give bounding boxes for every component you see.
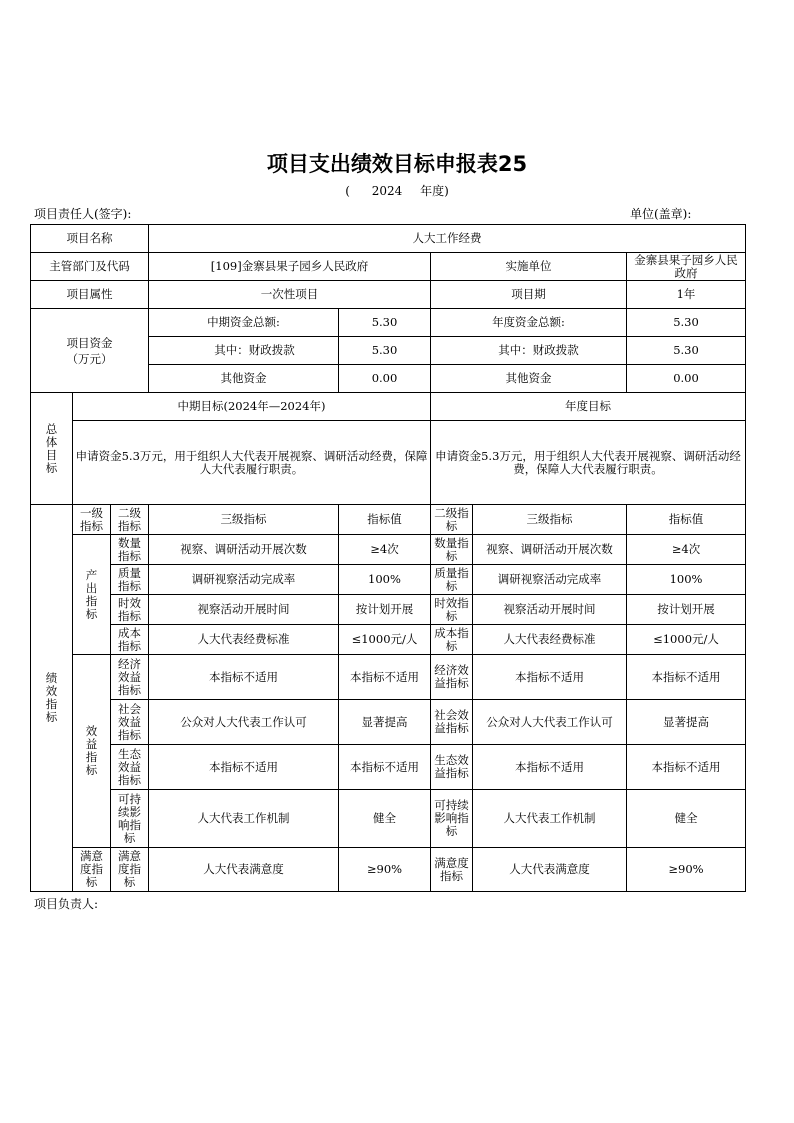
level3-cell: 人大代表经费标准 [149,625,339,655]
mid-other-value: 0.00 [339,365,431,393]
year-total-value: 5.30 [627,309,746,337]
mid-goal-text: 申请资金5.3万元，用于组织人大代表开展视察、调研活动经费，保障人大代表履行职责。 [73,421,431,505]
table-row [31,790,746,848]
year-goal-header: 年度目标 [431,393,746,421]
level3-cell-right: 人大代表经费标准 [473,625,627,655]
level3-cell: 视察活动开展时间 [149,595,339,625]
table-row [31,625,746,655]
project-name-label: 项目名称 [31,225,149,253]
project-leader-label: 项目负责人: [34,897,99,911]
level3-cell-right: 本指标不适用 [473,745,627,790]
level2-cell: 质量指标 [111,565,149,595]
level2-cell: 生态效益指标 [111,745,149,790]
project-attribute-label: 项目属性 [31,281,149,309]
level2-cell: 成本指标 [111,625,149,655]
mid-goal-header: 中期目标(2024年—2024年) [73,393,431,421]
year-open-paren: ( [345,184,350,198]
level3-header-right: 三级指标 [473,505,627,535]
level2-cell-right: 社会效益指标 [431,700,473,745]
project-period-label: 项目期 [431,281,627,309]
value-cell-right: 健全 [627,790,746,848]
performance-indicator-label: 绩效指标 [31,505,73,892]
level2-cell-right: 成本指标 [431,625,473,655]
attribute-row [31,281,746,309]
value-cell: 按计划开展 [339,595,431,625]
unit-seal-label: 单位(盖章): [630,207,692,221]
table-row [31,565,746,595]
level3-cell: 本指标不适用 [149,655,339,700]
value-cell-right: 本指标不适用 [627,655,746,700]
level2-header: 二级指标 [111,505,149,535]
mid-fiscal-label: 其中：财政拨款 [149,337,339,365]
year-value: 2024 [371,184,403,198]
level1-header: 一级指标 [73,505,111,535]
mid-fiscal-value: 5.30 [339,337,431,365]
value-cell: 显著提高 [339,700,431,745]
value-header-right: 指标值 [627,505,746,535]
value-cell: 100% [339,565,431,595]
level3-cell-right: 视察活动开展时间 [473,595,627,625]
value-cell-right: ≥90% [627,848,746,892]
project-funds-label: 项目资金（万元） [31,309,149,393]
implementing-unit-label: 实施单位 [431,253,627,281]
project-period-value: 1年 [627,281,746,309]
year-total-label: 年度资金总额: [431,309,627,337]
level3-cell: 视察、调研活动开展次数 [149,535,339,565]
level3-header: 三级指标 [149,505,339,535]
level2-cell: 满意度指标 [111,848,149,892]
department-label: 主管部门及代码 [31,253,149,281]
value-cell: 健全 [339,790,431,848]
value-cell-right: 按计划开展 [627,595,746,625]
level2-cell-right: 经济效益指标 [431,655,473,700]
funds-total-row [31,309,746,337]
level2-cell: 经济效益指标 [111,655,149,700]
project-name-row [31,225,746,253]
level2-cell-right: 时效指标 [431,595,473,625]
year-fiscal-value: 5.30 [627,337,746,365]
level3-cell-right: 公众对人大代表工作认可 [473,700,627,745]
table-row [31,535,746,565]
level3-cell-right: 调研视察活动完成率 [473,565,627,595]
table-row [31,700,746,745]
level3-cell: 调研视察活动完成率 [149,565,339,595]
level2-cell-right: 生态效益指标 [431,745,473,790]
year-fiscal-label: 其中：财政拨款 [431,337,627,365]
value-cell: 本指标不适用 [339,655,431,700]
satisfaction-indicator-label: 满意度指标 [73,848,111,892]
level2-cell: 社会效益指标 [111,700,149,745]
performance-goal-table [30,224,746,892]
indicator-header-row [31,505,746,535]
value-cell: ≥4次 [339,535,431,565]
level3-cell-right: 视察、调研活动开展次数 [473,535,627,565]
benefit-indicator-label: 效益指标 [73,655,111,848]
value-cell-right: ≤1000元/人 [627,625,746,655]
level3-cell: 公众对人大代表工作认可 [149,700,339,745]
department-row [31,253,746,281]
year-other-value: 0.00 [627,365,746,393]
table-row [31,595,746,625]
level2-cell: 时效指标 [111,595,149,625]
value-cell: 本指标不适用 [339,745,431,790]
project-name: 人大工作经费 [149,225,746,253]
value-cell: ≥90% [339,848,431,892]
responsible-signature-label: 项目责任人(签字): [34,207,132,221]
value-header: 指标值 [339,505,431,535]
level2-header-right: 二级指标 [431,505,473,535]
level3-cell: 人大代表工作机制 [149,790,339,848]
value-cell-right: 100% [627,565,746,595]
value-cell: ≤1000元/人 [339,625,431,655]
table-row [31,848,746,892]
table-row [31,745,746,790]
value-cell-right: 本指标不适用 [627,745,746,790]
project-attribute-value: 一次性项目 [149,281,431,309]
table-row [31,655,746,700]
level3-cell-right: 人大代表满意度 [473,848,627,892]
value-cell-right: 显著提高 [627,700,746,745]
level3-cell-right: 人大代表工作机制 [473,790,627,848]
level2-cell-right: 质量指标 [431,565,473,595]
page-title: 项目支出绩效目标申报表25 [266,152,528,176]
level3-cell: 本指标不适用 [149,745,339,790]
year-label: 年度) [420,184,449,198]
mid-total-label: 中期资金总额: [149,309,339,337]
output-indicator-label: 产出指标 [73,535,111,655]
level2-cell-right: 满意度指标 [431,848,473,892]
mid-other-label: 其他资金 [149,365,339,393]
department-value: [109]金寨县果子园乡人民政府 [149,253,431,281]
mid-total-value: 5.30 [339,309,431,337]
year-goal-text: 申请资金5.3万元，用于组织人大代表开展视察、调研活动经费，保障人大代表履行职责。 [431,421,746,505]
level2-cell-right: 数量指标 [431,535,473,565]
level2-cell: 数量指标 [111,535,149,565]
year-line [0,182,794,199]
level2-cell-right: 可持续影响指标 [431,790,473,848]
goals-header-row [31,393,746,421]
implementing-unit-value: 金寨县果子园乡人民政府 [627,253,746,281]
goals-text-row [31,421,746,505]
level3-cell-right: 本指标不适用 [473,655,627,700]
value-cell-right: ≥4次 [627,535,746,565]
year-other-label: 其他资金 [431,365,627,393]
level3-cell: 人大代表满意度 [149,848,339,892]
overall-goal-label: 总体目标 [31,393,73,505]
level2-cell: 可持续影响指标 [111,790,149,848]
